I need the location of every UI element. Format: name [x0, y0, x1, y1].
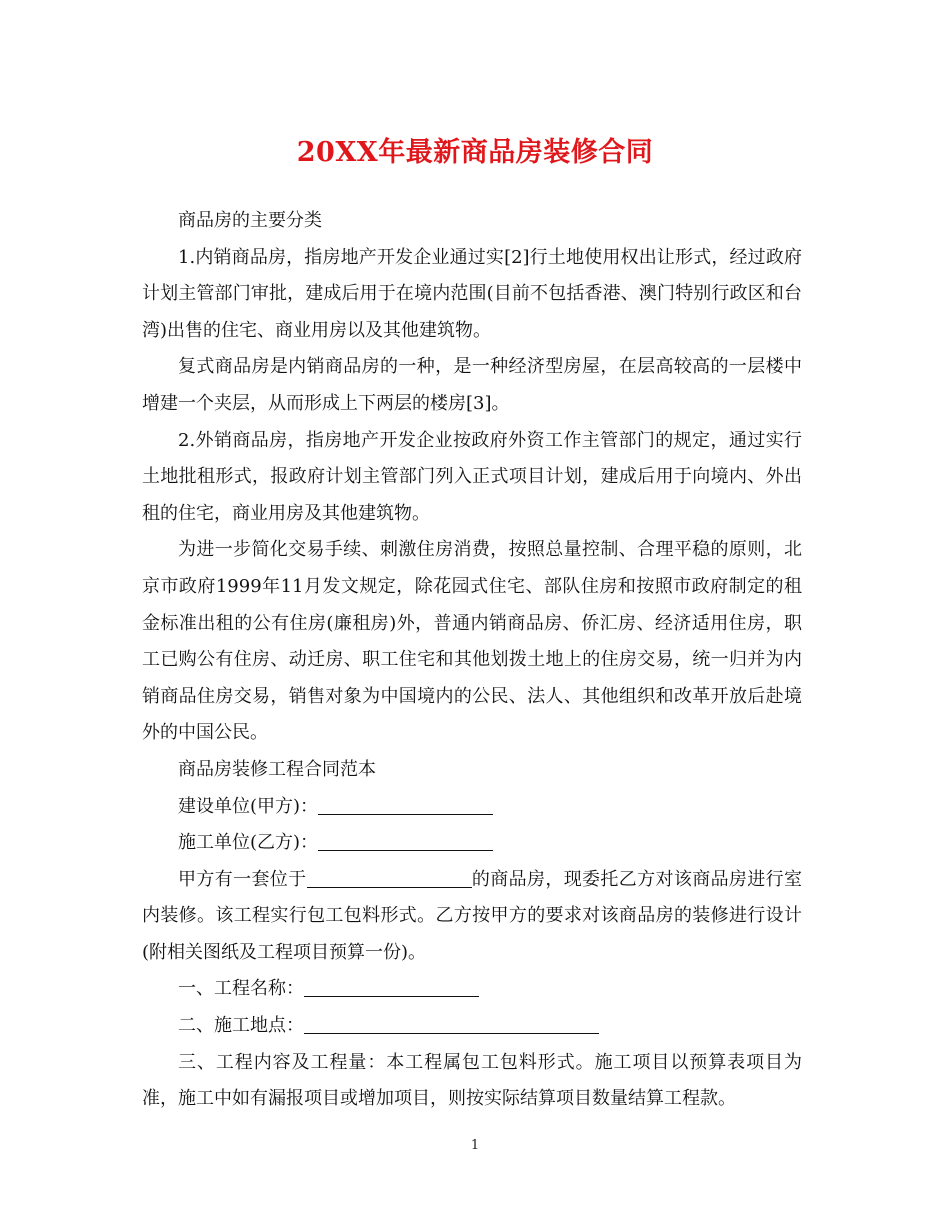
document-title: 20XX年最新商品房装修合同 — [296, 137, 654, 168]
paragraph-duplex-housing: 复式商品房是内销商品房的一种，是一种经济型房屋，在层高较高的一层楼中增建一个夹层，从而形成上下两层的楼房[3]。 — [142, 356, 802, 414]
party-b-blank — [318, 832, 493, 851]
paragraph-domestic-housing: 1.内销商品房，指房地产开发企业通过实[2]行土地使用权出让形式，经过政府计划主管部门审批，建成后用于在境内范围(目前不包括香港、澳门特别行政区和台湾)出售的住宅、商业用房以及其他建筑物。 — [142, 246, 802, 341]
field-construction-site — [142, 1008, 802, 1045]
field-party-b — [142, 825, 802, 862]
party-a-label: 建设单位(甲方)： — [178, 795, 319, 817]
party-a-blank — [318, 796, 493, 815]
property-location-before: 甲方有一套位于 — [178, 868, 307, 890]
project-name-blank — [304, 978, 479, 997]
page-number: 1 — [470, 1138, 480, 1153]
document-body — [142, 203, 802, 1118]
paragraph-foreign-housing: 2.外销商品房，指房地产开发企业按政府外资工作主管部门的规定，通过实行土地批租形式，报政府计划主管部门列入正式项目计划，建成后用于向境内、外出租的住宅，商业用房及其他建筑物。 — [142, 429, 802, 524]
paragraph-property-location — [142, 862, 802, 972]
property-location-blank — [307, 869, 472, 888]
project-name-label: 一、工程名称： — [178, 978, 304, 1000]
paragraph-beijing-policy: 为进一步简化交易手续、刺激住房消费，按照总量控制、合理平稳的原则，北京市政府1999年11月发文规定，除花园式住宅、部队住房和按照市政府制定的租金标准出租的公有住房(廉租房)外，普通内销商品房、侨汇房、经济适用住房，职工已购公有住房、动迁房、职工住宅和其他划拨土地上的住房交易，统一归并为内销商品住房交易，销售对象为中国境内的公民、法人、其他组织和改革开放后赴境外的中国公民。 — [142, 539, 802, 744]
construction-site-label: 二、施工地点： — [178, 1015, 304, 1037]
party-b-label: 施工单位(乙方)： — [178, 832, 319, 854]
paragraph-scope-of-work: 三、工程内容及工程量：本工程属包工包料形式。施工项目以预算表项目为准，施工中如有漏报项目或增加项目，则按实际结算项目数量结算工程款。 — [142, 1051, 802, 1110]
property-location-after: 的商品房，现委托乙方对该商品房进行室内装修。该工程实行包工包料形式。乙方按甲方的要求对该商品房的装修进行设计(附相关图纸及工程项目预算一份)。 — [142, 868, 803, 963]
paragraph-contract-template-heading: 商品房装修工程合同范本 — [178, 758, 376, 780]
field-project-name — [142, 971, 802, 1008]
paragraph-main-categories: 商品房的主要分类 — [178, 210, 322, 231]
field-party-a — [142, 789, 802, 826]
construction-site-blank — [304, 1015, 599, 1034]
